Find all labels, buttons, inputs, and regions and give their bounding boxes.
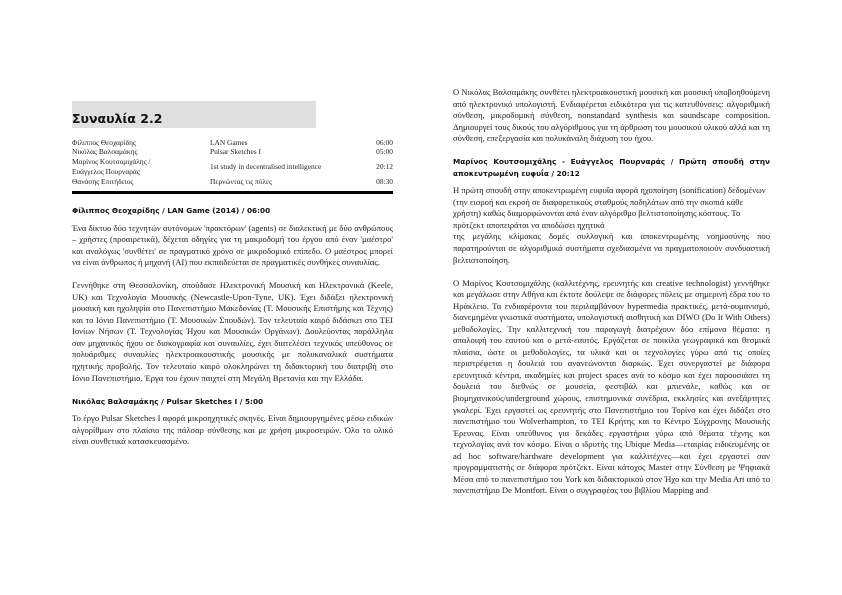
paragraph: Ο Νικόλας Βαλσαμάκης συνθέτει ηλεκτροακουστική μουσική και μουσική υποβοηθούμενη από ηλεκτρονικό υπολογιστή. Ενδιαφέρεται ειδικότερα για τις κατευθύνσεις: αλγοριθμική σύνθεση, μικροδομική σύνθεση, nonstandard synthesis και soundscape composition. Δημιουργεί τους δικούς του αλγόριθμους για τη άρθρωση του μουσικού υλικού αλλά και τη σύνθεση, επεξεργασία και πολυκάναλη διάχυση του ήχου.: [453, 87, 770, 144]
section-title: Συναυλία 2.2: [72, 111, 163, 126]
program-row: [72, 138, 393, 147]
section-title-box: [72, 101, 316, 128]
work-heading: Φίλιππος Θεοχαρίδης / LAN Game (2014) / 06:00: [72, 206, 271, 216]
program-performer: Φίλιππος Θεοχαρίδης: [72, 138, 136, 147]
program-performer-line1: Μαρίνος Κουτσομιχάλης /: [72, 157, 151, 167]
program-performer: Νικόλας Βαλσαμάκης: [72, 147, 138, 157]
program-duration: 05:00: [376, 147, 393, 157]
program-row: [72, 147, 393, 156]
program-work: Pulsar Sketches I: [210, 147, 261, 157]
paragraph: Η πρώτη σπουδή στην αποκεντρωμένη ευφυΐα αφορά ηχοποίηση (sonification) δεδομένων (την εισροή και εκροή σε διαφορετικούς σταθμούς ποδηλάτων από την σκοπιά κάθε χρήστη) καθώς διαμορφώνονται από έναν αλγόριθμο βελτιστοποίησης κόστους. Το πρότζεκτ αποπειράται να αποδώσει ηχητικά: [453, 185, 766, 230]
program-performer: Θανάσης Επιτήδειος: [72, 176, 134, 186]
work-heading: Μαρίνος Κουτσομιχάλης - Ευάγγελος Πουρναράς / Πρώτη σπουδή στην αποκεντρωμένη ευφυΐα / 20:12: [453, 157, 770, 178]
program-work: LAN Games: [210, 138, 248, 147]
right-column: [453, 87, 770, 497]
program-duration: 06:00: [376, 138, 393, 147]
paragraph: Ο Μαρίνος Κουτσομιχάλης (καλλιτέχνης, ερευνητής και creative technologist) γεννήθηκε και μεγάλωσε στην Αθήνα και έκτοτε δούλεψε σε διάφορες πόλεις με σημερινή έδρα του το Ηράκλειο. Τα ενδιαφέροντα του περιλαμβάνουν hypermedia πρακτικές, μετά-ουμανισμό, διανεμημένα γνωστικά συστήματα, υπολογιστική αισθητική και DIWO (Do It With Others) μεθοδολογίες. Την καλλιτεχνική του παραγωγή διατρέχουν δύο επίμονα θέματα: η απαλοιφή του εαυτού και ο μετά-εαυτός. Εργάζεται σε ποικίλα γεωγραφικά και θεσμικά πλαίσια, ώστε οι μεθοδολογίες, τα υλικά και οι τεχνολογίες γύρω από τις οποίες περιστρέφεται η δουλειά του ανανεώνονται διαρκώς. Έχει συνεργαστεί με διάφορα ερευνητικά κέντρα, ακαδημίες και project spaces ανά το κόσμο και έχει παρουσιάσει τη δουλειά του διεθνώς σε μουσεία, φεστιβάλ και μπιενάλε, καθώς και σε βιομηχανικούς/underground χώρους, επιστημονικά συνέδρια, εκκλησίες και ανεξάρτητες γκαλερί. Έχει εργαστεί ως ερευνητής στο Πανεπιστήμιο του Τορίνο και έχει διδάξει στο πανεπιστήμιο του Wolverhampton, το ΤΕΙ Κρήτης και το Κέντρο Σύγχρονης Μουσικής Έρευνας. Είναι υπεύθυνος για δεκάδες εργαστήρια γύρω από θέματα τέχνης και τεχνολογίας ανά τον κόσμο. Είναι ο ιδρυτής της Ubique Media—εταιρίας ειδικευμένης σε ad hoc software/hardware development για καλλιτέχνες—και έχει εργαστεί σαν προγραμματιστής σε διάφορα πρότζεκτ. Είναι κάτοχος Master στην Σύνθεση με Ψηφιακά Μέσα από το πανεπιστήμιο του York και διδακτορικού στον Ήχο και την Media Art από το πανεπιστήμιο De Montfort. Είναι ο συγγραφέας του βιβλίου Mapping and: [453, 277, 770, 496]
program-work: 1st study in decentralised intelligence: [210, 162, 322, 171]
paragraph: Ένα δίκτυο δύο τεχνητών αυτόνομων 'πρακτόρων' (agents) σε διαλεκτική με δύο ανθρώπους – χρήστες (προαιρετικά), δέχεται οδηγίες για τη μακροδομή του έργου από έναν 'μαέστρο' και αναλόγως 'συνθέτει' σε πραγματικό χρόνο σε μικροδομικό επίπεδο. Ο μαέστρος μπορεί να είναι άνθρωπος ή μηχανή (AI) που εκπαιδεύεται σε πραγματικές συνθήκες συναυλίας.: [72, 222, 393, 268]
program-performer-line2: Ευάγγελος Πουρναράς: [72, 166, 140, 176]
paragraph: Γεννήθηκε στη Θεσσαλονίκη, σπούδασε Ηλεκτρονική Μουσική και Ηλεκτρονικά (Keele, UK) και Τεχνολογία Μουσικής (Newcastle-Upon-Tyne, UK). Έχει διδάξει ηλεκτρονική μουσική και ηχοληψία στο Πανεπιστήμιο Μακεδονίας (Τ. Μουσικής Επιστήμης και Τέχνης) και το Ιόνιο Πανεπιστήμιο (Τ. Μουσικών Σπουδών). Τον τελευταίο καιρό διδάσκει στο ΤΕΙ Ιονίων Νήσων (Τ. Τεχνολογίας Ήχου και Μουσικών Οργάνων). Δουλεύοντας παράλληλα σαν μηχανικός ήχου σε δισκογραφία και συναυλίες, έχει διατελέσει τεχνικός υπεύθυνος σε πολυάριθμες συναυλίες ηλεκτροακουστικής μουσικής με πολυκαναλικά συστήματα ηχητικής προβολής. Τον τελευταίο καιρό ολοκληρώνει τη διδακτορική του διατριβή στο Ιόνιο Πανεπιστήμιο. Έργα του έχουν παιχτεί στη Μεγάλη Βρετανία και την Ελλάδα.: [72, 280, 393, 383]
program-row: [72, 157, 393, 175]
work-heading: Νικόλας Βαλσαμάκης / Pulsar Sketches I / 5:00: [72, 396, 264, 406]
paragraph: Το έργο Pulsar Sketches I αφορά μικροηχητικές σκηνές. Είναι δημιουργημένες μέσω ειδικών αλγορίθμων στο πλαίσιο της πάλσαρ σύνθεσης και με χρήση μικροσειρών. Όλο το υλικό είναι συνθετικά κατασκευασμένο.: [72, 413, 393, 447]
program-work: Περνώντας τις πύλες: [210, 176, 273, 186]
left-column: [72, 101, 393, 448]
program-performer: [72, 157, 210, 175]
program-duration: 08:30: [376, 176, 393, 186]
program-row: [72, 177, 393, 186]
paragraph: της μεγάλης κλίμακας δομές συλλογική και αποκεντρωμένης νοημοσύνης που παρατηρούνται σε αλγοριθμικά συστήματα σχεδιασμένα να πραγματοποιούν συνδυαστική βελτιστοποίηση.: [453, 231, 770, 265]
program-duration: 20:12: [376, 162, 393, 171]
program-table: [72, 138, 393, 186]
